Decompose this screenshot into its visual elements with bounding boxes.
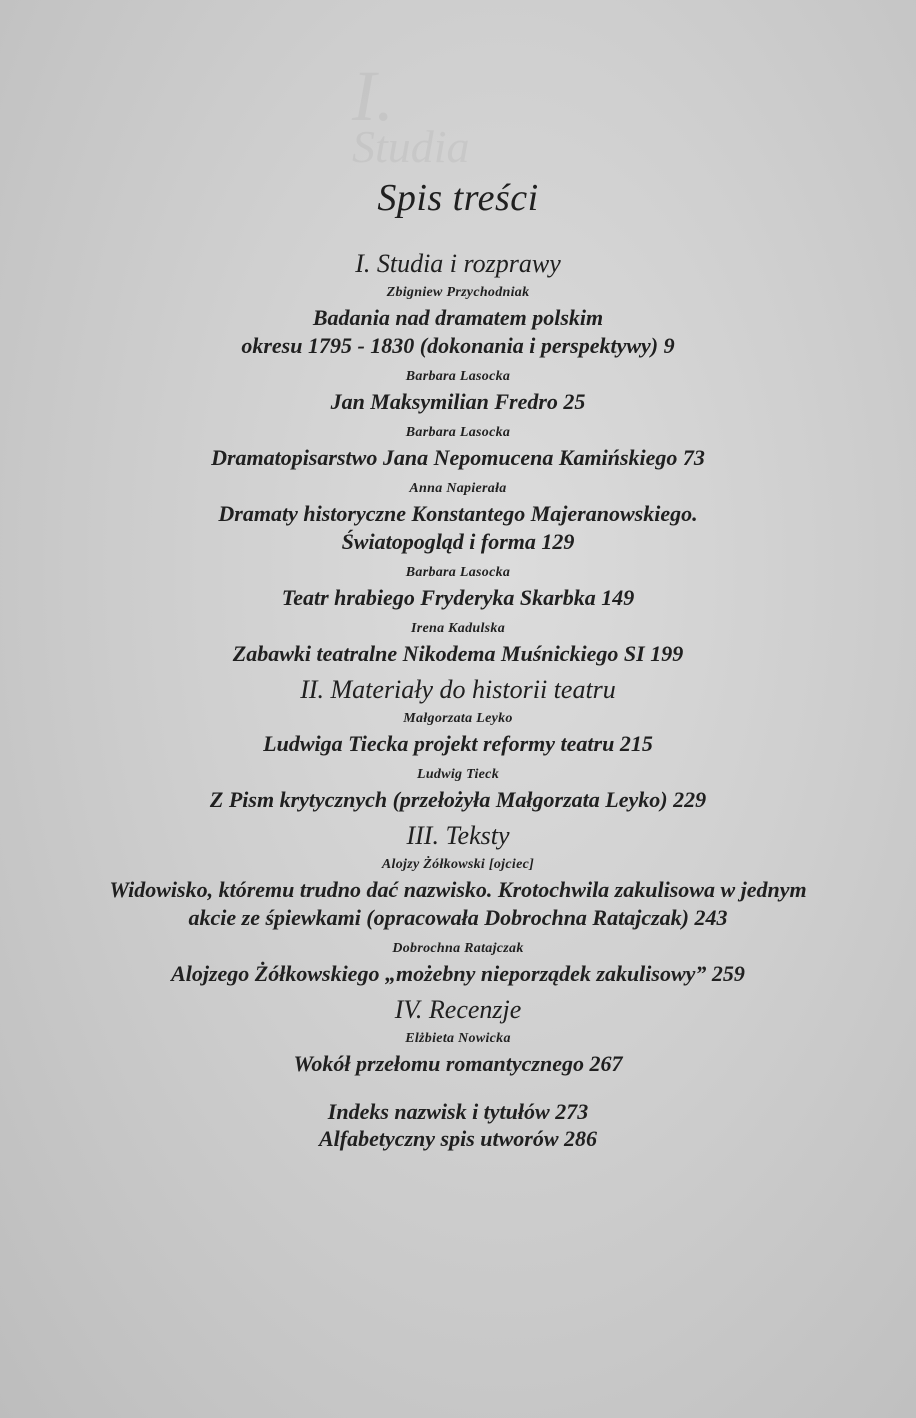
section-heading: I. Studia i rozprawy: [355, 249, 561, 278]
entry-title: Widowisko, któremu trudno dać nazwisko. Krotochwila zakulisowa w jednym akcie ze śpiewkami (opracowała Dobrochna Ratajczak) 243: [109, 877, 807, 930]
index-entry: Alfabetyczny spis utworów 286: [318, 1126, 598, 1151]
entry-title: Teatr hrabiego Fryderyka Skarbka 149: [281, 585, 635, 610]
section-heading: II. Materiały do historii teatru: [300, 675, 616, 704]
entry-author: Barbara Lasocka: [405, 369, 511, 384]
entry-author: Barbara Lasocka: [405, 425, 511, 440]
section-recenzje: [0, 994, 916, 1078]
section-studia: [0, 248, 916, 668]
table-of-contents: [0, 172, 916, 1152]
entry-author: Ludwig Tieck: [416, 767, 499, 782]
index-entry: Indeks nazwisk i tytułów 273: [327, 1099, 589, 1124]
entry-title: Z Pism krytycznych (przełożyła Małgorzata Leyko) 229: [209, 787, 707, 812]
entry-title: Ludwiga Tiecka projekt reformy teatru 215: [263, 731, 653, 756]
entry-author: Anna Napierała: [409, 481, 507, 496]
bleed-through-text: I.: [352, 56, 394, 136]
section-heading: III. Teksty: [406, 821, 510, 850]
section-materialy: [0, 674, 916, 814]
entry-author: Dobrochna Ratajczak: [392, 941, 524, 956]
page-title: Spis treści: [377, 177, 539, 219]
entry-title: Dramatopisarstwo Jana Nepomucena Kamińskiego 73: [211, 445, 705, 470]
entry-title: Zabawki teatralne Nikodema Muśnickiego SI 199: [232, 641, 684, 666]
section-heading: IV. Recenzje: [394, 995, 522, 1024]
entry-title: Dramaty historyczne Konstantego Majeranowskiego. Światopogląd i forma 129: [218, 501, 698, 554]
entry-title: Badania nad dramatem polskim okresu 1795 - 1830 (dokonania i perspektywy) 9: [241, 305, 675, 358]
entry-author: Alojzy Żółkowski [ojciec]: [381, 857, 535, 872]
bleed-through-text: Studia: [352, 121, 470, 172]
entry-author: Zbigniew Przychodniak: [386, 285, 530, 300]
entry-title: Alojzego Żółkowskiego „możebny nieporządek zakulisowy” 259: [171, 961, 745, 986]
entry-author: Irena Kadulska: [410, 621, 506, 636]
indexes: [0, 1098, 916, 1152]
entry-author: Elżbieta Nowicka: [405, 1031, 511, 1046]
entry-title: Wokół przełomu romantycznego 267: [293, 1051, 623, 1076]
entry-title: Jan Maksymilian Fredro 25: [330, 389, 586, 414]
entry-author: Barbara Lasocka: [405, 565, 511, 580]
entry-author: Małgorzata Leyko: [403, 711, 513, 726]
section-teksty: [0, 820, 916, 988]
